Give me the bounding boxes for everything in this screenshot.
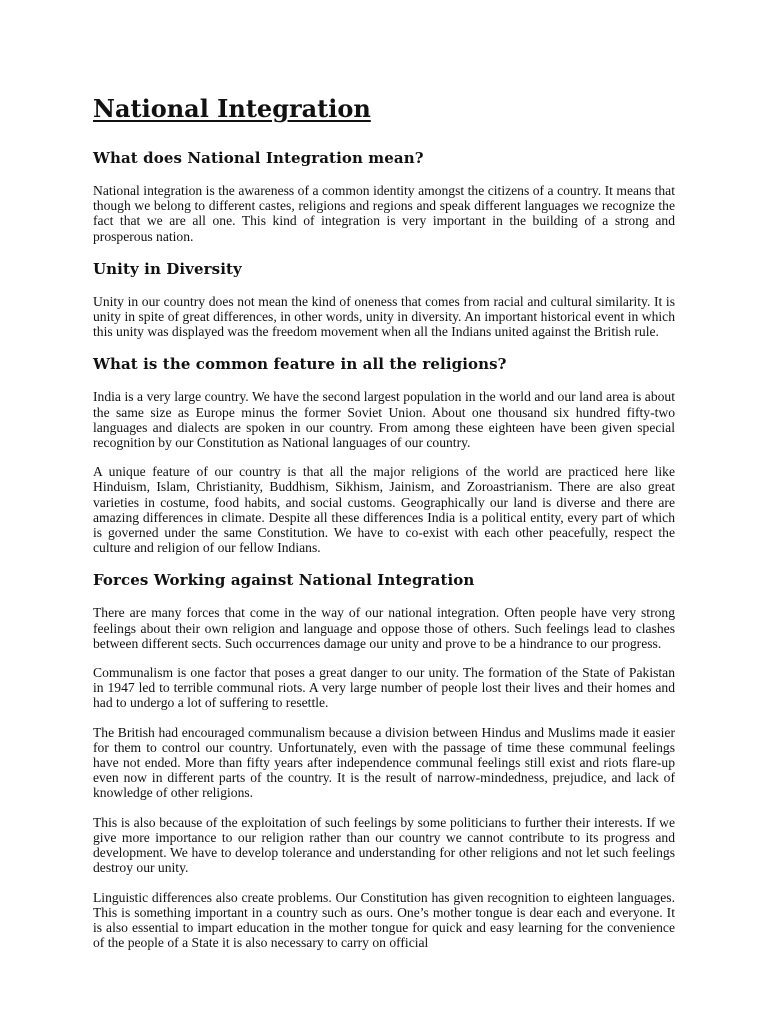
paragraph: This is also because of the exploitation of such feelings by some politicians to further their interests. If we give more importance to our religion rather than our country we cannot contribute to its progress and development. We have to develop tolerance and understanding for other religions and not let such feelings destroy our unity. [93,814,675,876]
paragraph: A unique feature of our country is that all the major religions of the world are practiced here like Hinduism, Islam, Christianity, Buddhism, Sikhism, Jainism, and Zoroastrianism. There are also great varieties in costume, food habits, and social customs. Geographically our land is diverse and there are amazing differences in climate. Despite all these differences India is a political entity, every part of which is governed under the same Constitution. We have to co-exist with each other peacefully, respect the culture and religion of our fellow Indians. [93,464,675,556]
paragraph: The British had encouraged communalism because a division between Hindus and Muslims made it easier for them to control our country. Unfortunately, even with the passage of time these communal feelings have not ended. More than fifty years after independence communal feelings still exist and riots flare-up even now in different parts of the country. It is the result of narrow-mindedness, prejudice, and lack of knowledge of other religions. [93,724,675,801]
section-national-integration-meaning [93,147,675,244]
paragraph: Linguistic differences also create problems. Our Constitution has given recognition to eighteen languages. This is something important in a country such as ours. One’s mother tongue is dear each and everyone. It is also essential to impart education in the mother tongue for quick and easy learning for the convenience of the people of a State it is also necessary to carry on official [93,889,675,951]
section-unity-in-diversity [93,258,675,340]
page-title: National Integration [93,94,371,123]
paragraph: India is a very large country. We have the second largest population in the world and our land area is about the same size as Europe minus the former Soviet Union. About one thousand six hundred fifty-two languages and dialects are spoken in our country. From among these eighteen have been given special recognition by our Constitution as National languages of our country. [93,389,675,451]
section-heading: Forces Working against National Integration [93,571,475,590]
section-heading: Unity in Diversity [93,259,242,278]
document-page [93,92,675,964]
section-common-feature-religions [93,353,675,555]
section-heading: What does National Integration mean? [93,149,424,167]
paragraph: Unity in our country does not mean the kind of oneness that comes from racial and cultural similarity. It is unity in spite of great differences, in other words, unity in diversity. An important historical event in which this unity was displayed was the freedom movement when all the Indians united against the British rule. [93,293,675,340]
paragraph: National integration is the awareness of a common identity amongst the citizens of a country. It means that though we belong to different castes, religions and regions and speak different languages we recognize the fact that we are all one. This kind of integration is very important in the building of a strong and prosperous nation. [93,183,675,244]
section-heading: What is the common feature in all the religions? [93,355,507,374]
paragraph: There are many forces that come in the way of our national integration. Often people have very strong feelings about their own religion and language and oppose those of others. Such feelings lead to clashes between different sects. Such occurrences damage our unity and prove to be a hindrance to our progress. [93,605,675,651]
paragraph: Communalism is one factor that poses a great danger to our unity. The formation of the State of Pakistan in 1947 led to terrible communal riots. A very large number of people lost their lives and their homes and had to undergo a lot of suffering to resettle. [93,665,675,711]
section-forces-against-integration [93,569,675,950]
